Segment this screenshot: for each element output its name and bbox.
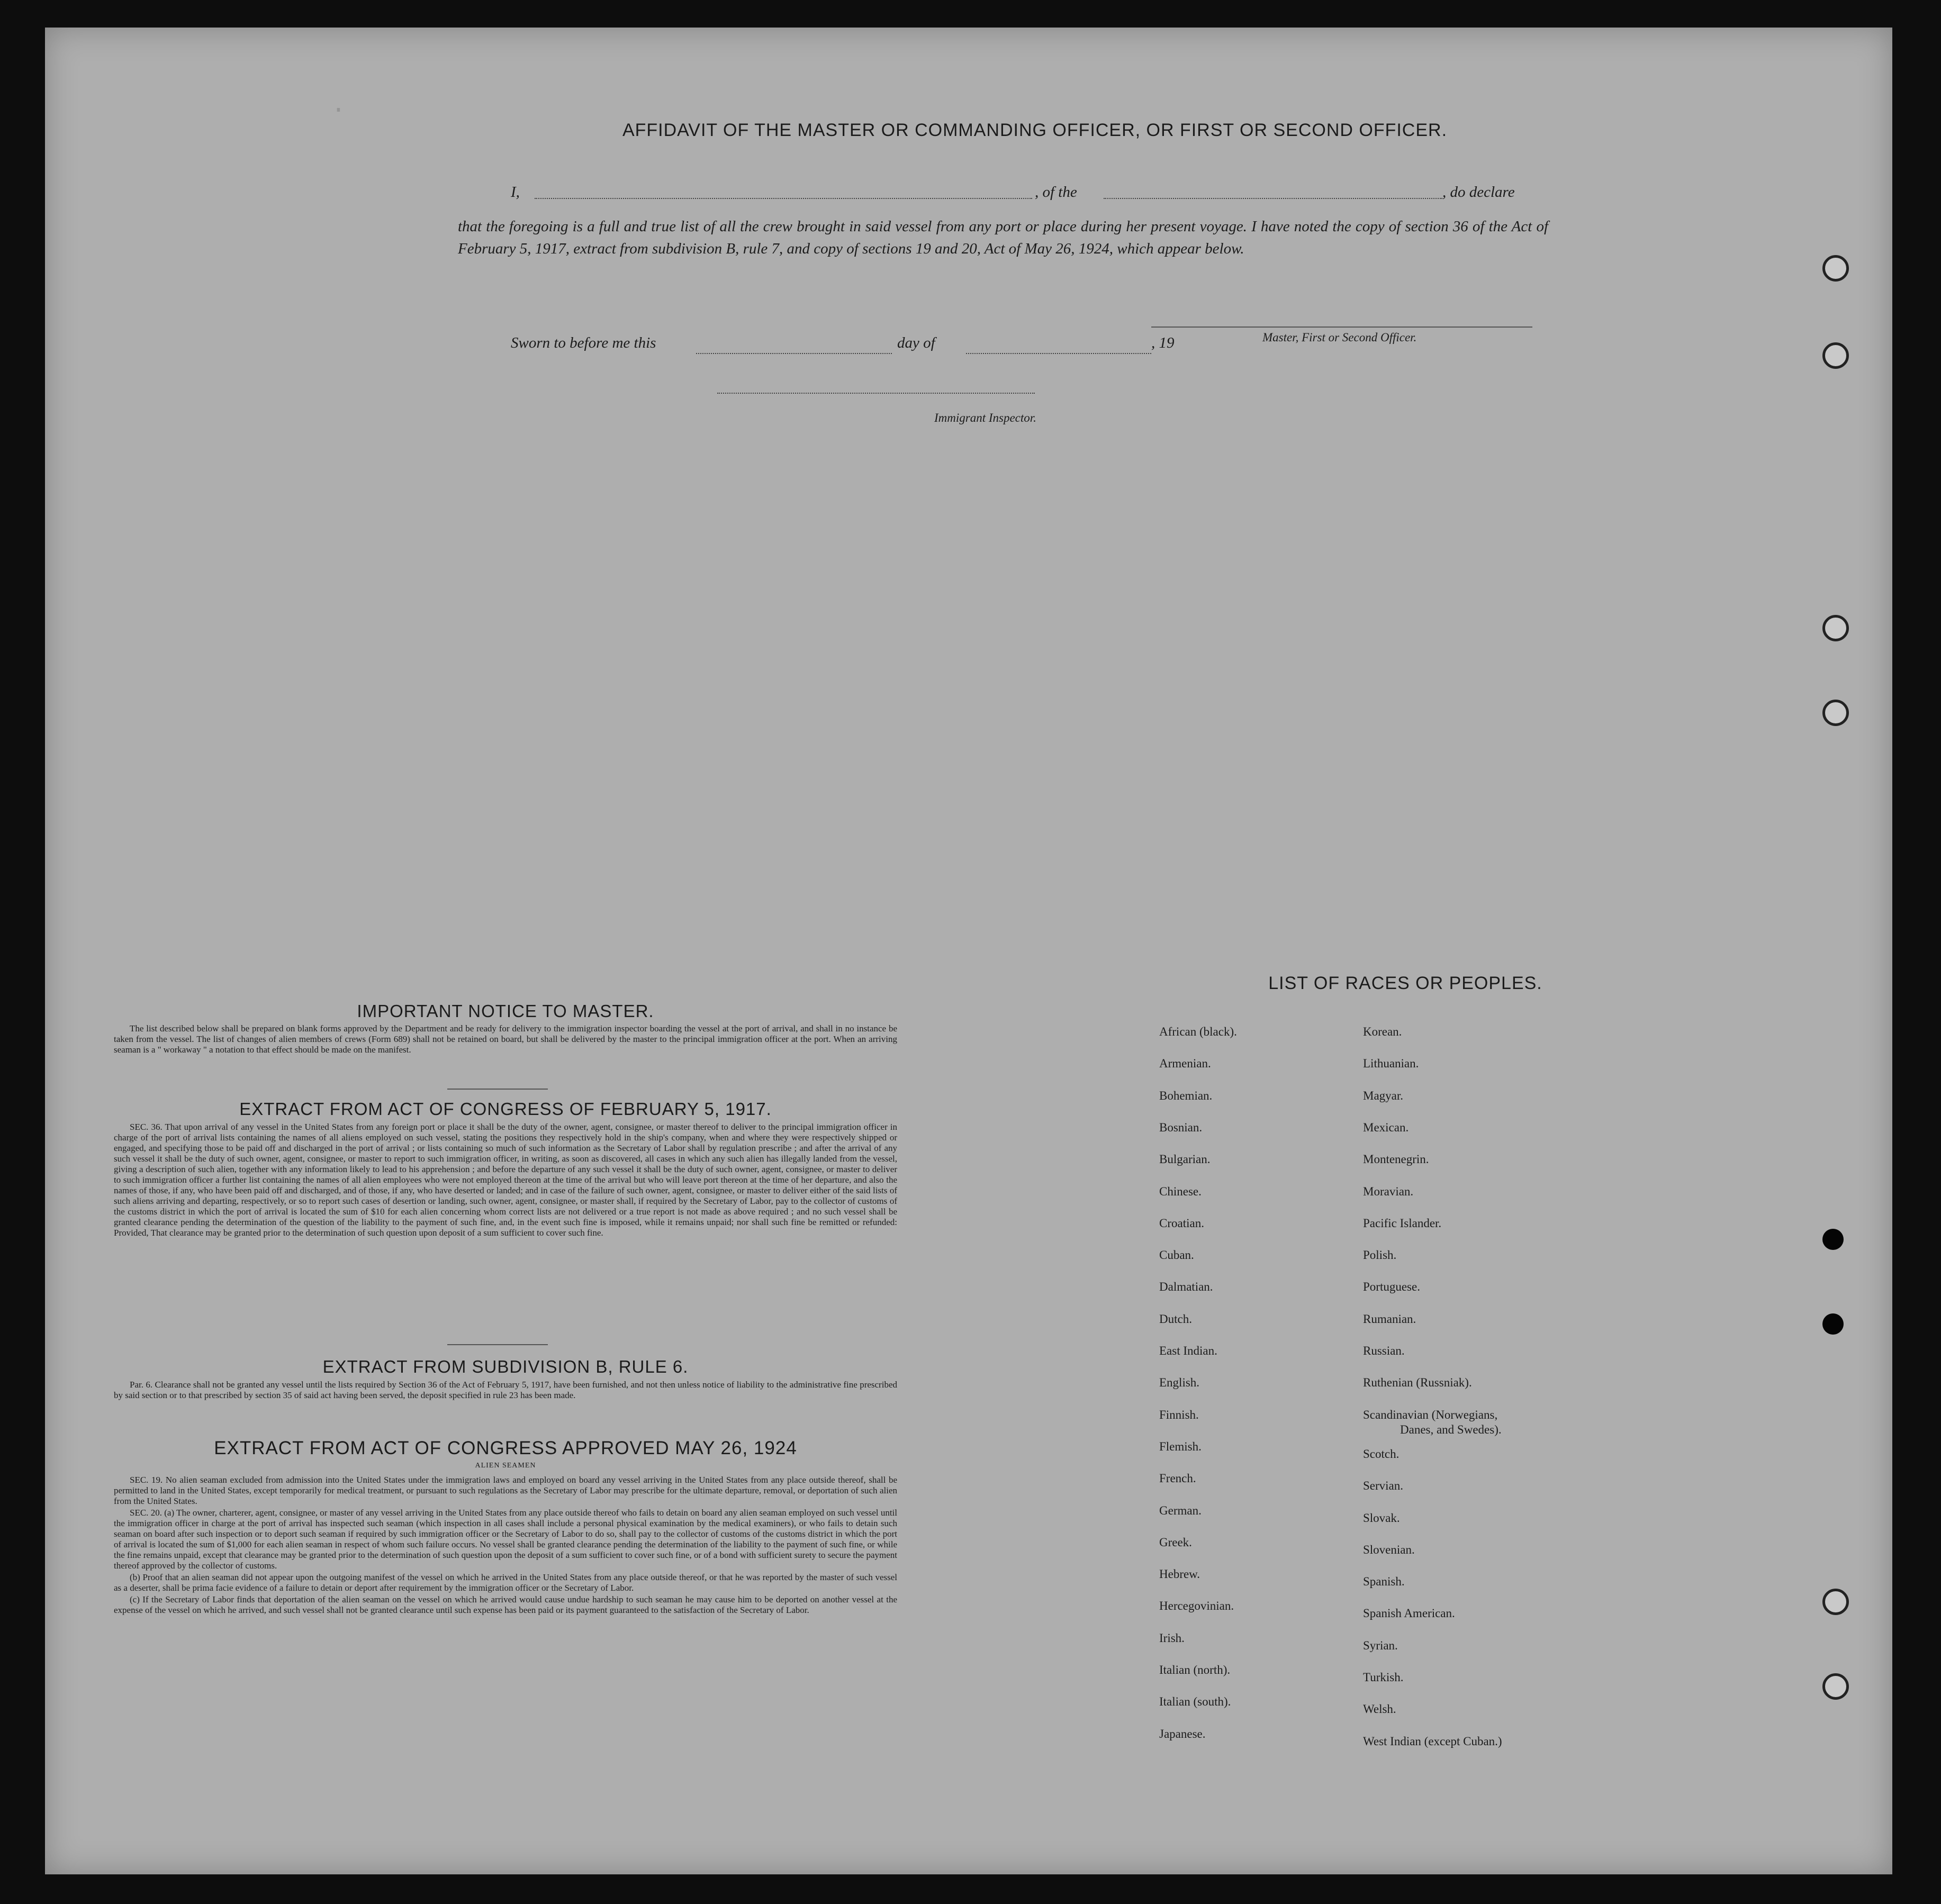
section-20c-paragraph: (c) If the Secretary of Labor finds that deportation of the alien seaman on the vessel on which he arrived would cause undue hardship to such seaman he may cause him to be deported on another vessel at the expense of the vessel on which he arrived, and such vessel shall not be granted clearance until such expense has been paid or its payment guaranteed to the satisfaction of the Secretary of Labor. [114,1594,897,1615]
affidavit-of-the: , of the [1035,184,1077,201]
race-item: Chinese. [1159,1185,1202,1198]
race-item: Ruthenian (Russniak). [1363,1376,1472,1389]
race-item: Spanish American. [1363,1607,1455,1620]
race-item: Japanese. [1159,1727,1206,1740]
rule-6-paragraph: Par. 6. Clearance shall not be granted any vessel until the lists required by Section 36 of the Act of February 5, 1917, have been furnished, and not then unless notice of liability to the administrative fine prescribed by said section or to that prescribed by section 35 of said act having been served, the deposit specified in rule 23 has been made. [114,1380,897,1400]
race-item: Scotch. [1363,1447,1400,1461]
race-item: Turkish. [1363,1671,1404,1684]
year-prefix: , 19 [1151,334,1175,351]
race-item: Italian (south). [1159,1695,1231,1708]
section-19-paragraph: SEC. 19. No alien seaman excluded from admission into the United States under the immigration laws and employed on board any vessel arriving in the United States from any place outside thereof, shall be permitted to land in the United States, except temporarily for medical treatment, or pursuant to such regulations as the Secretary of Labor may prescribe for the ultimate departure, removal, or deportation of such alien from the United States. [114,1475,897,1506]
affidavit-do-declare: , do declare [1442,184,1515,201]
race-item: Bosnian. [1159,1121,1203,1134]
race-item: Scandinavian (Norwegians, [1363,1408,1498,1421]
race-item: Bulgarian. [1159,1153,1211,1166]
race-item: Syrian. [1363,1639,1398,1652]
race-item: Flemish. [1159,1440,1202,1453]
inspector-signature-label: Immigrant Inspector. [934,411,1036,424]
punch-hole [1822,615,1849,641]
punch-hole [1822,255,1849,282]
extract-1924-subtitle: ALIEN SEAMEN [475,1462,536,1470]
race-item: West Indian (except Cuban.) [1363,1735,1502,1748]
punch-hole [1822,342,1849,369]
race-item: Dutch. [1159,1312,1192,1326]
race-item: Slovak. [1363,1511,1400,1525]
race-item: Finnish. [1159,1408,1199,1421]
race-item: East Indian. [1159,1344,1217,1357]
race-item: African (black). [1159,1025,1237,1038]
race-item: Italian (north). [1159,1663,1231,1676]
punch-hole [1822,1229,1844,1250]
extract-rule6-title: EXTRACT FROM SUBDIVISION B, RULE 6. [322,1357,689,1376]
race-item: Portuguese. [1363,1280,1420,1293]
sworn-label: Sworn to before me this [511,334,656,351]
race-item: Welsh. [1363,1702,1396,1716]
affidavit-vessel-line [1104,198,1442,199]
extract-1924-title: EXTRACT FROM ACT OF CONGRESS APPROVED MAY 26, 1924 [214,1438,797,1458]
race-item: Rumanian. [1363,1312,1416,1326]
master-signature-line [1151,327,1532,328]
race-item: Russian. [1363,1344,1405,1357]
section-20b-paragraph: (b) Proof that an alien seaman did not appear upon the outgoing manifest of the vessel on which he arrived in the United States from any place outside thereof, or that he was reported by the master of such vessel as a deserter, shall be prima facie evidence of a failure to detain or deport after requirement by the immigration officer or the Secretary of Labor. [114,1572,897,1593]
race-item: Polish. [1363,1248,1397,1262]
race-item: Armenian. [1159,1057,1211,1070]
race-item: Spanish. [1363,1575,1405,1588]
affidavit-body: that the foregoing is a full and true list of all the crew brought in said vessel from any port or place during her present voyage. I have noted the copy of section 36 of the Act of February 5, 1917, extract from subdivision B, rule 7, and copy of sections 19 and 20, Act of May 26, 1924, which appear below. [458,218,1548,257]
punch-hole [1822,1589,1849,1615]
race-item: Lithuanian. [1363,1057,1419,1070]
affidavit-name-line [535,198,1032,199]
day-of-label: day of [897,334,935,351]
sworn-month-line [966,353,1151,354]
notice-paragraph: The list described below shall be prepared on blank forms approved by the Department and be ready for delivery to the immigration inspector boarding the vessel at the port of arrival, and shall in no instance be taken from the vessel. The list of changes of alien members of crews (Form 689) shall not be retained on board, but shall be delivered by the master to the principal immigration officer at the port. When an arriving seaman is a " workaway " a notation to that effect should be made on the manifest. [114,1023,897,1055]
affidavit-title: AFFIDAVIT OF THE MASTER OR COMMANDING OFFICER, OR FIRST OR SECOND OFFICER. [622,120,1448,140]
race-item: Irish. [1159,1631,1185,1645]
race-item: Pacific Islander. [1363,1217,1442,1230]
punch-hole [1822,700,1849,726]
extract-1917-title: EXTRACT FROM ACT OF CONGRESS OF FEBRUARY 5, 1917. [239,1099,772,1119]
sworn-day-line [696,353,892,354]
race-item: Hebrew. [1159,1567,1200,1581]
race-item: Slovenian. [1363,1543,1415,1556]
master-signature-label: Master, First or Second Officer. [1262,331,1417,344]
race-item: Dalmatian. [1159,1280,1213,1293]
notice-title: IMPORTANT NOTICE TO MASTER. [357,1001,654,1021]
race-item: Korean. [1363,1025,1402,1038]
race-item: Croatian. [1159,1217,1204,1230]
race-item: German. [1159,1504,1202,1517]
bleed-through-text: · [331,96,346,125]
punch-hole [1822,1673,1849,1700]
race-item: Danes, and Swedes). [1400,1423,1502,1436]
race-item: Montenegrin. [1363,1153,1429,1166]
divider-2 [447,1344,548,1345]
divider-1 [447,1089,548,1090]
race-item: Servian. [1363,1479,1404,1492]
section-20a-paragraph: SEC. 20. (a) The owner, charterer, agent, consignee, or master of any vessel arriving in the United States from any place outside thereof who fails to detain on board any alien seaman employed on such vessel until the immigration officer in charge at the port of arrival has inspected such seaman (which inspection in all cases shall include a personal physical examination by the medical examiners), or who fails to detain such seaman on board after such inspection or to deport such seaman if required by such immigration officer or the Secretary of Labor to do so, shall pay to the collector of customs of the customs district in which the port of arrival is located the sum of $1,000 for each alien seaman in respect of whom such failure occurs. No vessel shall be granted clearance pending the determination of the liability to the payment of such fine, or while the fine remains unpaid, except that clearance may be granted prior to the determination of such question upon the deposit of a sum sufficient to cover such fine, or of a bond with sufficient surety to secure the payment thereof approved by the collector of customs. [114,1508,897,1571]
race-item: Moravian. [1363,1185,1414,1198]
race-item: Magyar. [1363,1089,1404,1102]
notice-body [114,1023,897,1056]
race-item: Bohemian. [1159,1089,1213,1102]
extract-rule6-body [114,1380,897,1402]
extract-1917-body [114,1122,897,1239]
extract-1924-body [114,1475,897,1617]
inspector-signature-line [717,393,1035,394]
manifest-page [45,28,1892,1874]
races-title: LIST OF RACES OR PEOPLES. [1268,973,1542,993]
section-36-paragraph: SEC. 36. That upon arrival of any vessel in the United States from any foreign port or place it shall be the duty of the owner, agent, consignee, or master thereof to deliver to the principal immigration officer in charge of the port of arrival lists containing the names of all aliens employed on such vessel, stating the positions they respectively hold in the ship's company, when and where they were respectively shipped or engaged, and specifying those to be paid off and discharged in the port of arrival ; or lists containing so much of such information as the Secretary of Labor shall by regulation prescribe ; and after the arrival of any such vessel it shall be the duty of such owner, agent, consignee, or master to report to such immigration officer, in writing, as soon as discovered, all cases in which any such alien has illegally landed from the vessel, giving a description of such alien, together with any information likely to lead to his apprehension ; and before the departure of any such vessel it shall be the duty of such owner, agent, consignee, or master to deliver to such immigration officer a further list containing the names of all alien employees who were not employed thereon at the time of the arrival but who will leave port thereon at the time of her departure, and also the names of those, if any, who have been paid off and discharged, and of those, if any, who have deserted or landed; and in case of the failure of such owner, agent, consignee, or master to deliver either of the said lists of such aliens arriving and departing, respectively, or so to report such cases of desertion or landing, such owner, agent, consignee, or master shall, if required by the Secretary of Labor, pay to the collector of customs of the customs district in which the port of arrival is located the sum of $10 for each alien concerning whom correct lists are not delivered or a true report is not made as above required ; and no such vessel shall be granted clearance pending the determination of the question of the liability to the payment of such fine, and, in the event such fine is imposed, while it remains unpaid; nor shall such fine be remitted or refunded: Provided, That clearance may be granted prior to the determination of such question upon deposit of a sum sufficient to cover such fine. [114,1122,897,1238]
race-item: Hercegovinian. [1159,1599,1234,1612]
race-item: Mexican. [1363,1121,1409,1134]
affidavit-i-label: I, [511,184,520,201]
race-item: Greek. [1159,1536,1192,1549]
race-item: Cuban. [1159,1248,1194,1262]
punch-hole [1822,1313,1844,1335]
race-item: French. [1159,1472,1196,1485]
race-item: English. [1159,1376,1200,1389]
